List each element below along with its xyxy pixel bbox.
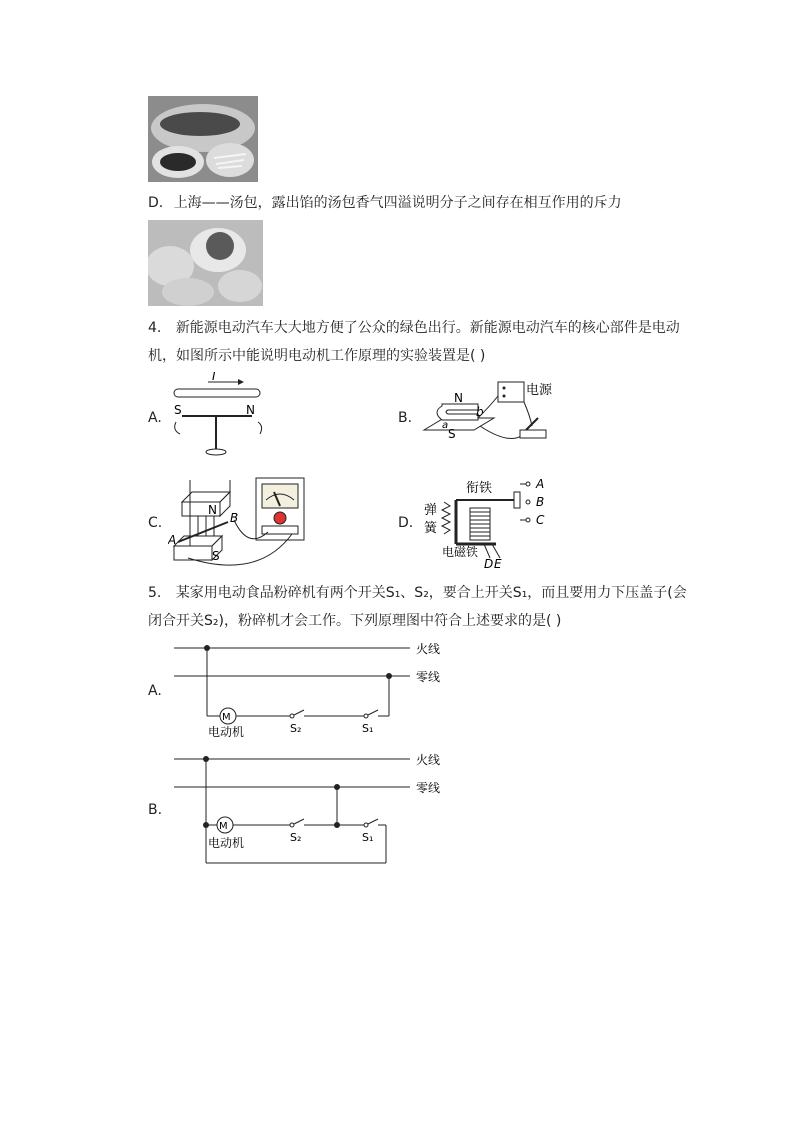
q4-b-b-label: b [476,405,484,419]
q4-d-a-label: A [536,477,545,491]
q4-d-b-label: B [536,495,545,509]
q5-line2: 闭合开关S₂)，粉碎机才会工作。下列原理图中符合上述要求的是( ) [148,613,562,629]
q4-d-spring-label-1: 弹 [424,503,438,518]
q4-b-power-label: 电源 [526,383,553,398]
q5-a-motor-symbol: M [222,712,231,723]
q4-b-n-label: N [454,391,463,405]
q5-diagram-b [168,750,458,868]
q4-line2: 机，如图所示中能说明电动机工作原理的实验装置是( ) [148,348,486,364]
q5-b-neutral-label: 零线 [416,781,441,795]
q4-option-b-diagram [420,376,560,450]
option-d-label: D. [148,195,164,211]
q4-option-a-diagram [168,372,278,460]
q4-d-armature-label: 衔铁 [466,481,493,496]
q4-b-s-label: S [448,427,456,441]
q4-line1: 新能源电动汽车大大地方便了公众的绿色出行。新能源电动汽车的核心部件是电动 [175,320,680,336]
q5-a-live-label: 火线 [416,642,441,656]
q4-d-spring-label-2: 簧 [424,521,438,536]
q4-option-a-label: A. [148,410,162,426]
q5-a-neutral-label: 零线 [416,670,441,684]
q4-a-s-label: S [174,403,182,417]
q4-option-b-label: B. [398,410,413,426]
q4-number: 4. [148,320,162,336]
q4-d-c-label: C [536,513,545,527]
soup-dumpling-illustration [148,220,263,306]
soup-dumpling-photo [148,220,263,306]
q4-a-n-label: N [246,403,255,417]
q5-b-live-label: 火线 [416,753,441,767]
q5-b-s2-label: S₂ [290,831,302,844]
q4-option-d-diagram [420,474,560,570]
q4-c-b-label: B [230,511,239,525]
option-d-text: 上海——汤包，露出馅的汤包香气四溢说明分子之间存在相互作用的斥力 [173,195,622,211]
q5-b-s1-label: S₁ [362,831,374,844]
q4-c-n-label: N [208,503,217,517]
q4-c-s-label: S [212,549,220,563]
q4-d-magnet-label: 电磁铁 [442,545,479,559]
q5-b-motor-label: 电动机 [208,836,245,850]
q5-a-s2-label: S₂ [290,722,302,735]
q4-option-c-label: C. [148,515,163,531]
q4-d-d-label: D [484,557,494,570]
q4-a-current-label: I [212,372,216,383]
q4-c-a-label: A [168,533,177,547]
fish-dish-photo [148,96,258,182]
q5-line1: 某家用电动食品粉碎机有两个开关S₁、S₂，要合上开关S₁，而且要用力下压盖子(会 [175,585,687,601]
fish-dish-illustration [148,96,258,182]
q5-diagram-b-label: B. [148,802,163,818]
q4-b-a-label: a [442,420,449,431]
q5-a-motor-label: 电动机 [208,725,245,739]
q5-b-motor-symbol: M [219,821,228,832]
q5-diagram-a-label: A. [148,683,162,699]
q5-a-s1-label: S₁ [362,722,374,735]
q4-option-d-label: D. [398,515,414,531]
q5-diagram-a [168,640,458,742]
q5-number: 5. [148,585,162,601]
q4-d-e-label: E [494,557,502,570]
q4-option-c-diagram [168,470,308,570]
